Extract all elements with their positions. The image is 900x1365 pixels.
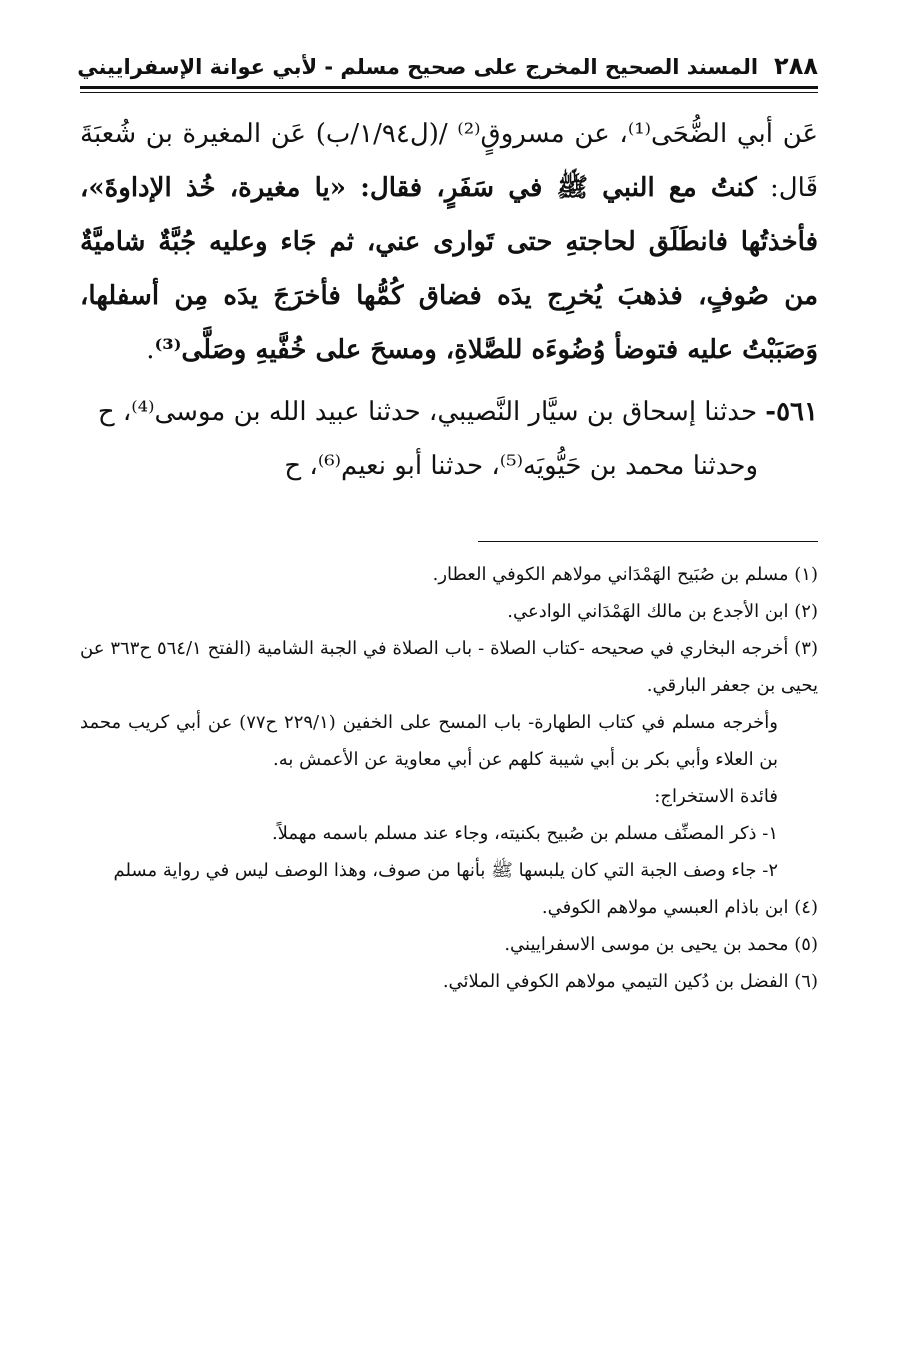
hadith-number: ٥٦١- xyxy=(765,397,818,427)
main-text xyxy=(80,107,818,493)
isnad-text: عَن أبي الضُّحَى⁽¹⁾، عن مسروقٍ⁽²⁾ /(ل١/٩٤/ب) عَن المغيرة بن شُعبَةَ قَال: xyxy=(80,119,819,203)
hadith-560-paragraph xyxy=(80,107,818,377)
footnote-3-benefit-2: ٢- جاء وصف الجبة التي كان يلبسها ﷺ بأنها من صوف، وهذا الوصف ليس في رواية مسلم xyxy=(113,860,778,881)
running-header xyxy=(77,52,818,84)
footnote-5: (٥) محمد بن يحيى بن موسى الاسفراييني. xyxy=(504,934,818,955)
header-rule-thick xyxy=(80,86,818,89)
footnote-3-benefit-heading: فائدة الاستخراج: xyxy=(654,786,778,807)
document-page xyxy=(77,52,819,1000)
hadith-561-second-chain: وحدثنا محمد بن حَيُّويَه⁽⁵⁾، حدثنا أبو نعيم⁽⁶⁾، ح xyxy=(284,451,758,481)
footnote-3-benefit-1: ١- ذكر المصنِّف مسلم بن صُبيح بكنيته، وجاء عند مسلم باسمه مهملاً. xyxy=(271,823,778,844)
paragraph-end: . xyxy=(146,335,155,365)
book-title: المسند الصحيح المخرج على صحيح مسلم - لأبي عوانة الإسفراييني xyxy=(77,55,759,79)
footnote-separator xyxy=(478,541,818,542)
footnote-4: (٤) ابن باذام العبسي مولاهم الكوفي. xyxy=(541,897,818,918)
footnote-3: (٣) أخرجه البخاري في صحيحه -كتاب الصلاة - باب الصلاة في الجبة الشامية (الفتح ٥٦٤/١ ح٣٦٣ عن يحيى بن جعفر البارقي. xyxy=(80,638,818,696)
footnote-6: (٦) الفضل بن دُكين التيمي مولاهم الكوفي الملائي. xyxy=(442,971,818,992)
footnote-1: (١) مسلم بن صُبَيح الهَمْدَاني مولاهم الكوفي العطار. xyxy=(432,564,818,585)
hadith-561-paragraph xyxy=(80,385,818,439)
hadith-561-text: حدثنا إسحاق بن سيَّار النَّصيبي، حدثنا عبيد الله بن موسى⁽⁴⁾، ح xyxy=(97,397,766,427)
header-rule-thin xyxy=(80,92,818,93)
matn-text: كنتُ مع النبي ﷺ في سَفَرٍ، فقال: «يا مغيرة، خُذ الإداوةَ»، فأخذتُها فانطَلَق لحاجتهِ حتى تَوارى عني، ثم جَاء وعليه جُبَّةٌ شاميَّةٌ من صُوفٍ، فذهبَ يُخرِج يدَه فضاق كُمُّها فأخرَجَ يدَه مِن أسفلها، وَصَبَبْتُ عليه فتوضأ وُضُوءَه للصَّلاةِ، ومسحَ على خُفَّيهِ وصَلَّى⁽³⁾ xyxy=(80,173,818,365)
footnote-2: (٢) ابن الأجدع بن مالك الهَمْدَاني الوادعي. xyxy=(507,601,818,622)
page-number: ٢٨٨ xyxy=(774,52,818,80)
footnote-3-continuation: وأخرجه مسلم في كتاب الطهارة- باب المسح على الخفين (٢٢٩/١ ح٧٧) عن أبي كريب محمد بن العلاء وأبي بكر بن أبي شيبة كلهم عن أبي معاوية عن الأعمش به. xyxy=(80,712,779,770)
footnotes xyxy=(80,556,818,1000)
